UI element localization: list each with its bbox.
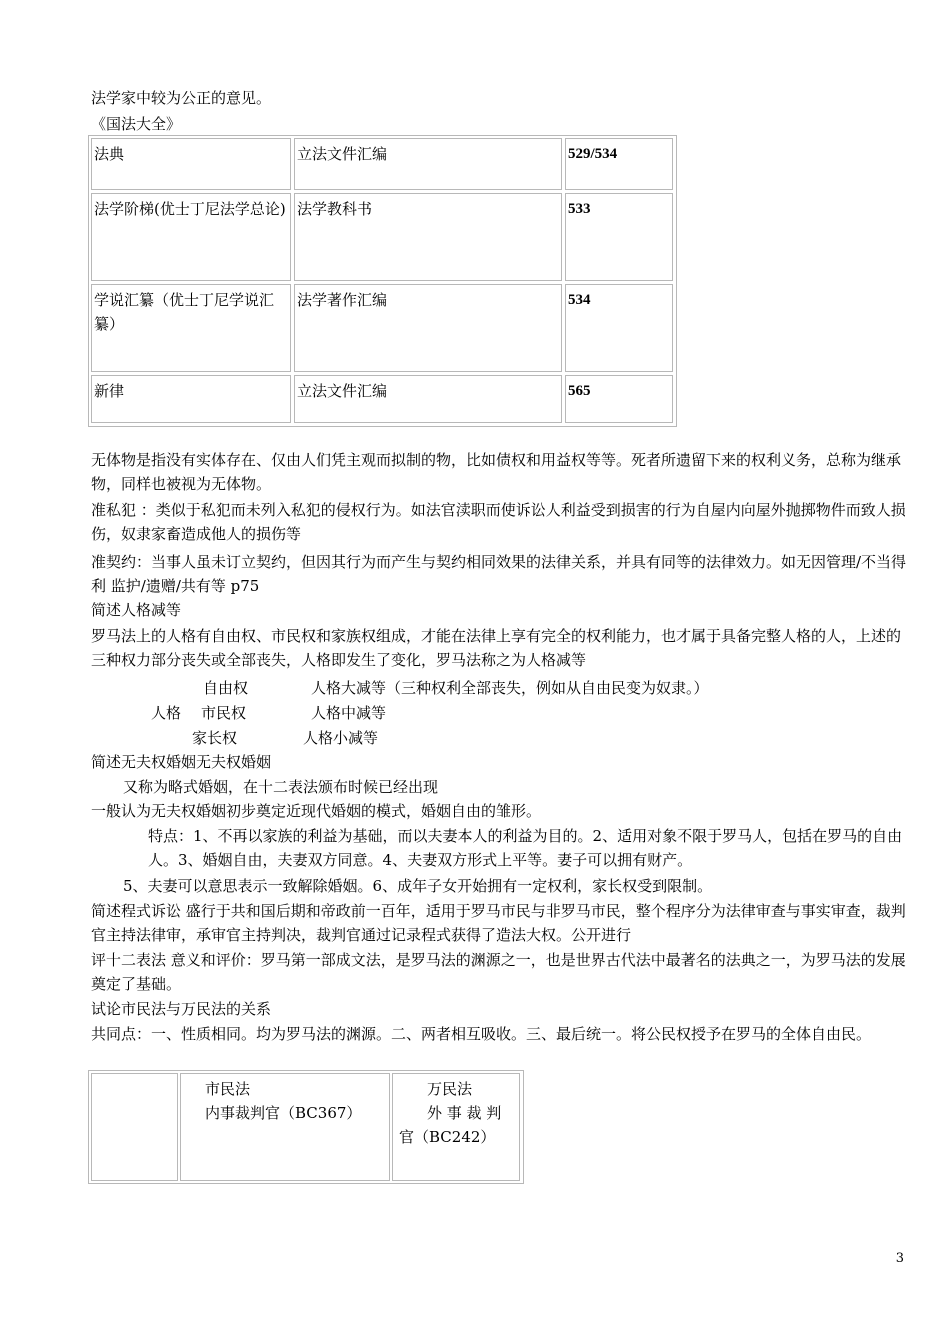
heading-civil: 试论市民法与万民法的关系	[91, 1000, 272, 1018]
table-cell: 学说汇纂（优士丁尼学说汇纂）	[91, 284, 291, 372]
right-freedom: 自由权	[203, 679, 249, 697]
civil-law-title: 市民法	[205, 1080, 251, 1098]
table-cell	[392, 1073, 520, 1181]
paragraph-quasi-delict: 准私犯 ：类似于私犯而未列入私犯的侵权行为。如法官渎职而使诉讼人利益受到损害的行为自屋内向屋外抛掷物件而致人损伤，奴隶家畜造成他人的损伤等	[91, 501, 906, 543]
result-media: 人格中减等	[311, 704, 387, 722]
table-cell: 新律	[91, 375, 291, 423]
corpus-table	[88, 135, 677, 427]
table-cell: 立法文件汇编	[294, 138, 562, 190]
paragraph-civil-common: 共同点：一、性质相同。均为罗马法的渊源。二、两者相互吸收。三、最后统一。将公民权授予在罗马的全体自由民。	[91, 1025, 872, 1043]
right-citizenship: 市民权	[201, 704, 247, 722]
table-cell	[91, 1073, 178, 1181]
heading-capitis: 简述人格减等	[91, 601, 182, 619]
gentium-title: 万民法	[427, 1080, 473, 1098]
marriage-features2: 5、夫妻可以意思表示一致解除婚姻。6、成年子女开始拥有一定权利，家长权受到限制。	[123, 877, 713, 895]
table-cell: 533	[565, 193, 673, 281]
page-number: 3	[895, 1251, 904, 1266]
table-cell: 立法文件汇编	[294, 375, 562, 423]
result-maxima: 人格大减等（三种权利全部丧失，例如从自由民变为奴隶。）	[311, 679, 709, 697]
table-cell: 法典	[91, 138, 291, 190]
table-cell: 法学著作汇编	[294, 284, 562, 372]
civil-law-body: 内事裁判官（BC367）	[205, 1104, 362, 1122]
table-cell: 529/534	[565, 138, 673, 190]
result-minima: 人格小减等	[303, 729, 379, 747]
table-cell: 法学阶梯(优士丁尼法学总论)	[91, 193, 291, 281]
table-cell: 565	[565, 375, 673, 423]
marriage-line2: 一般认为无夫权婚姻初步奠定近现代婚姻的模式，婚姻自由的雏形。	[91, 802, 542, 820]
paragraph-intangible: 无体物是指没有实体存在、仅由人们凭主观而拟制的物，比如债权和用益权等等。死者所遗留下来的权利义务，总称为继承物，同样也被视为无体物。	[91, 451, 902, 493]
label-personality: 人格	[151, 704, 182, 722]
paragraph-twelve-tables: 评十二表法 意义和评价：罗马第一部成文法，是罗马法的渊源之一，也是世界古代法中最著名的法典之一，为罗马法的发展奠定了基础。	[91, 951, 906, 993]
paragraph-formulary: 简述程式诉讼 盛行于共和国后期和帝政前一百年，适用于罗马市民与非罗马市民，整个程序分为法律审查与事实审查，裁判官主持法律审，承审官主持判决，裁判官通过记录程式获得了造法大权。公开进行	[91, 902, 906, 944]
table-cell: 534	[565, 284, 673, 372]
paragraph-capitis: 罗马法上的人格有自由权、市民权和家族权组成，才能在法律上享有完全的权利能力，也才属于具备完整人格的人，上述的三种权力部分丧失或全部丧失，人格即发生了变化，罗马法称之为人格减等	[91, 627, 902, 669]
marriage-line1: 又称为略式婚姻，在十二表法颁布时候已经出现	[123, 778, 439, 796]
table-cell	[180, 1073, 390, 1181]
intro-line: 法学家中较为公正的意见。	[91, 89, 272, 107]
gentium-body: 外 事 裁 判 官（BC242）	[399, 1104, 502, 1146]
marriage-features: 特点：1、不再以家族的利益为基础，而以夫妻本人的利益为目的。2、适用对象不限于罗马人，包括在罗马的自由人。3、婚姻自由，夫妻双方同意。4、夫妻双方形式上平等。妻子可以拥有财产。	[148, 827, 903, 869]
right-family: 家长权	[192, 729, 238, 747]
corpus-title: 《国法大全》	[91, 115, 182, 133]
law-table	[88, 1070, 524, 1184]
table-cell: 法学教科书	[294, 193, 562, 281]
paragraph-quasi-contract: 准契约：当事人虽未订立契约，但因其行为而产生与契约相同效果的法律关系，并具有同等的法律效力。如无因管理/不当得利 监护/遗赠/共有等 p75	[91, 553, 907, 595]
heading-marriage: 简述无夫权婚姻无夫权婚姻	[91, 753, 272, 771]
